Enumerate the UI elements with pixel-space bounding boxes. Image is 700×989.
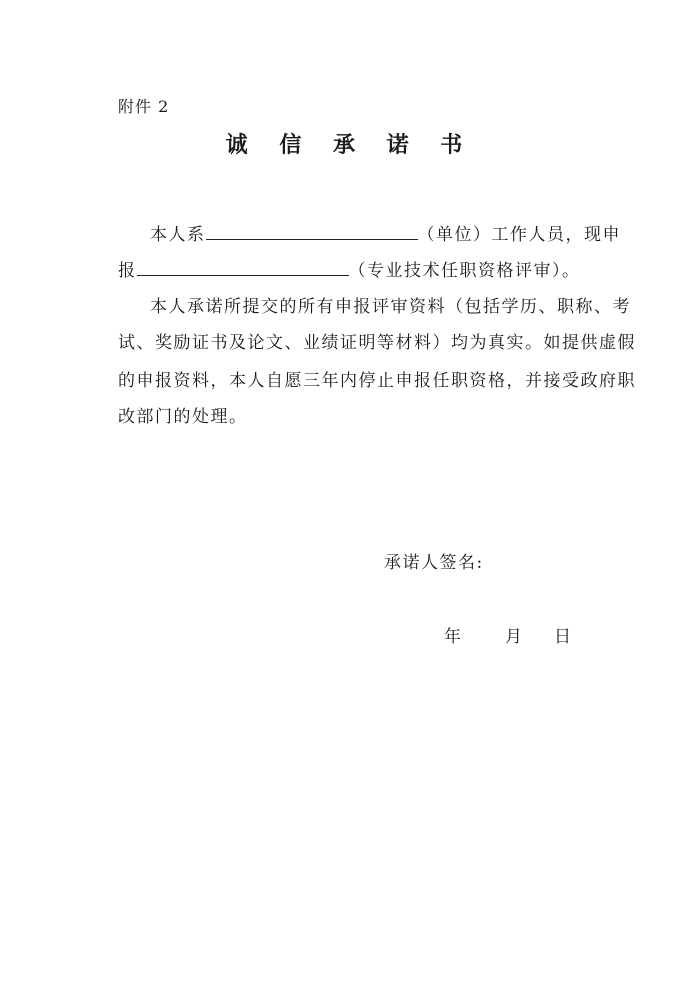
unit-blank-field[interactable] xyxy=(206,223,418,240)
qualification-blank-field[interactable] xyxy=(137,259,349,276)
date-day-label: 日 xyxy=(554,627,571,647)
line2-prefix: 报 xyxy=(118,261,137,281)
paragraph-line-5: 的申报资料，本人自愿三年内停止申报任职资格，并接受政府职 xyxy=(118,371,636,391)
date-month-label: 月 xyxy=(505,627,522,647)
attachment-label: 附件 2 xyxy=(118,97,170,116)
date-year-label: 年 xyxy=(444,627,461,647)
document-title: 诚 信 承 诺 书 xyxy=(225,133,475,158)
paragraph-line-2 xyxy=(118,256,581,281)
line1-suffix: （单位）工作人员，现申 xyxy=(417,225,621,245)
paragraph-line-1 xyxy=(150,220,621,245)
line2-suffix: （专业技术任职资格评审）。 xyxy=(348,261,581,281)
line1-prefix: 本人系 xyxy=(150,225,206,245)
paragraph-line-6: 改部门的处理。 xyxy=(118,407,248,427)
signature-label: 承诺人签名: xyxy=(384,553,484,573)
paragraph-line-3: 本人承诺所提交的所有申报评审资料（包括学历、职称、考 xyxy=(150,297,631,317)
paragraph-line-4: 试、奖励证书及论文、业绩证明等材料）均为真实。如提供虚假 xyxy=(118,333,636,353)
